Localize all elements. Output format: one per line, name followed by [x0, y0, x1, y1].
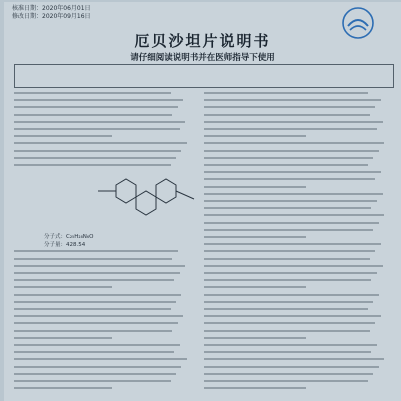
chemical-structure-icon: [96, 175, 206, 230]
text-line: [204, 358, 384, 360]
text-line: [204, 387, 306, 389]
text-line: [204, 229, 373, 231]
text-line: [204, 301, 373, 303]
warning-box: [14, 64, 394, 88]
text-line: [204, 380, 368, 382]
document-page: [4, 2, 401, 401]
text-line: [14, 150, 181, 152]
text-line: [14, 121, 185, 123]
text-line: [204, 142, 384, 144]
text-line: [204, 265, 383, 267]
text-line: [204, 222, 379, 224]
text-line: [204, 236, 306, 238]
text-line: [14, 330, 172, 332]
text-line: [14, 308, 171, 310]
text-line: [204, 250, 375, 252]
text-line: [204, 322, 375, 324]
text-line: [204, 315, 381, 317]
text-line: [204, 106, 375, 108]
text-line: [204, 351, 371, 353]
text-line: [204, 92, 368, 94]
text-line: [204, 214, 384, 216]
text-line: [204, 200, 377, 202]
text-line: [14, 128, 180, 130]
text-line: [204, 272, 377, 274]
text-line: [204, 337, 306, 339]
text-line: [14, 286, 112, 288]
text-line: [204, 135, 306, 137]
text-line: [14, 380, 171, 382]
text-line: [14, 258, 172, 260]
text-line: [14, 106, 178, 108]
text-line: [204, 186, 306, 188]
text-line: [14, 387, 112, 389]
text-line: [204, 308, 368, 310]
text-line: [204, 171, 381, 173]
molecular-weight: 分子量：428.54: [44, 242, 86, 248]
text-line: [204, 294, 379, 296]
text-line: [14, 265, 185, 267]
text-line: [14, 294, 181, 296]
text-line: [204, 344, 377, 346]
text-line: [204, 279, 371, 281]
text-line: [14, 315, 183, 317]
text-line: [204, 330, 370, 332]
text-line: [204, 207, 371, 209]
text-line: [204, 164, 368, 166]
text-line: [14, 157, 176, 159]
text-line: [14, 92, 171, 94]
text-line: [204, 128, 377, 130]
text-line: [14, 250, 178, 252]
text-line: [14, 99, 183, 101]
text-line: [14, 344, 180, 346]
text-line: [14, 114, 172, 116]
text-line: [14, 337, 112, 339]
revision-date: 修改日期：2020年09月16日: [12, 13, 91, 20]
text-line: [204, 258, 370, 260]
molecular-formula: 分子式：C₂₅H₂₈N₆O: [44, 234, 94, 240]
text-line: [204, 114, 370, 116]
text-line: [204, 157, 373, 159]
text-line: [14, 279, 174, 281]
text-line: [14, 373, 176, 375]
text-line: [204, 99, 381, 101]
document-subtitle: 请仔细阅读说明书并在医师指导下使用: [130, 53, 275, 63]
text-line: [204, 121, 383, 123]
text-line: [14, 351, 174, 353]
text-line: [204, 150, 379, 152]
text-line: [14, 142, 187, 144]
text-line: [204, 286, 306, 288]
text-line: [14, 366, 181, 368]
text-line: [14, 301, 176, 303]
text-line: [204, 243, 381, 245]
text-line: [204, 178, 375, 180]
text-line: [204, 193, 383, 195]
text-line: [14, 358, 187, 360]
approval-date: 核准日期：2020年06月01日: [12, 5, 91, 12]
document-title: 厄贝沙坦片说明书: [134, 32, 271, 50]
text-line: [204, 373, 373, 375]
text-line: [14, 164, 171, 166]
text-line: [14, 272, 180, 274]
text-line: [14, 135, 112, 137]
text-line: [204, 366, 379, 368]
text-line: [14, 322, 178, 324]
